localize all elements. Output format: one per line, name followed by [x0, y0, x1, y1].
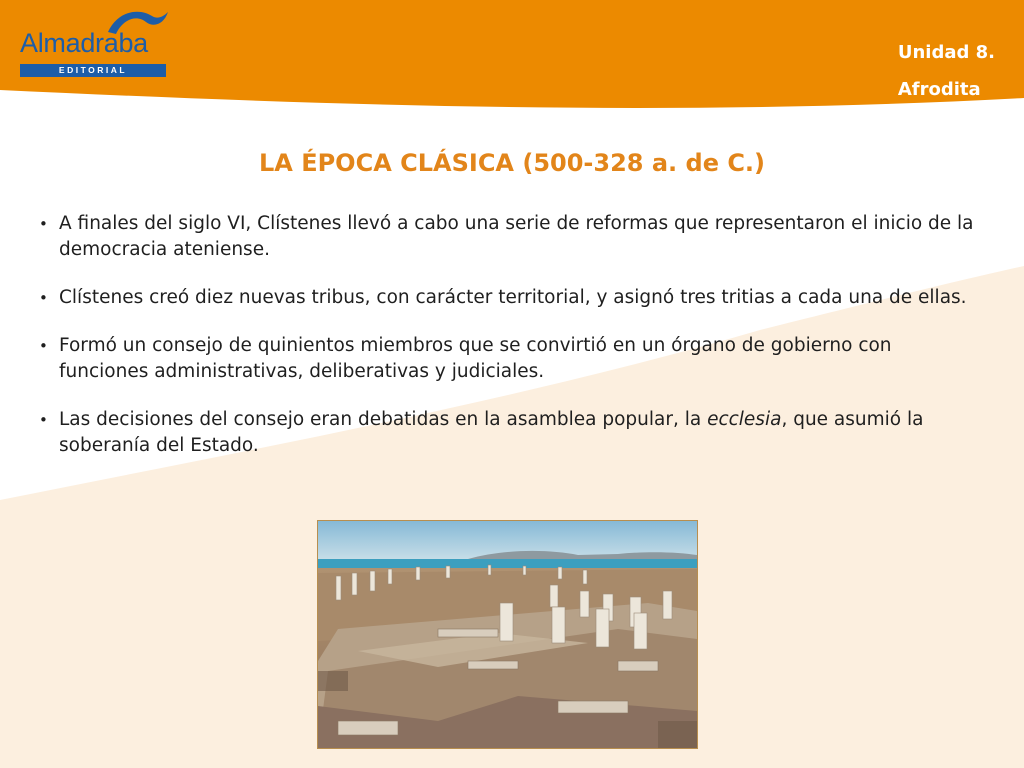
bullet-item: [36, 285, 981, 311]
photo-ruins-icon: [318, 521, 697, 748]
bullet-list: [36, 211, 981, 481]
unit-number: Unidad 8.: [897, 42, 995, 63]
bullet-item: [36, 333, 981, 385]
bullet-item: [36, 407, 981, 459]
bullet-icon: •: [39, 337, 48, 355]
bullet-icon: •: [39, 289, 48, 307]
almadraba-logo: [18, 6, 170, 80]
slide-title: LA ÉPOCA CLÁSICA (500-328 a. de C.): [258, 149, 766, 177]
bullet-icon: •: [39, 215, 48, 233]
ruins-photo: [317, 520, 698, 749]
bullet-emphasis: ecclesia: [707, 409, 782, 430]
unit-name: Afrodita: [897, 79, 981, 100]
logo-brand: Almadraba: [20, 28, 148, 58]
bullet-text-after: , que asumió la soberanía del Estado.: [59, 409, 924, 456]
bullet-text: Clístenes creó diez nuevas tribus, con carácter territorial, y asignó tres tritias a cada una de ellas.: [59, 287, 967, 308]
bullet-icon: •: [39, 411, 48, 429]
logo-tagline: EDITORIAL: [20, 64, 166, 77]
unit-heading: [898, 34, 995, 108]
bullet-text: Formó un consejo de quinientos miembros que se convirtió en un órgano de gobierno con funciones administrativas, deliberativas y judiciales.: [59, 335, 892, 382]
bullet-text-before: Las decisiones del consejo eran debatidas en la asamblea popular, la: [59, 409, 708, 430]
bullet-text: A finales del siglo VI, Clístenes llevó a cabo una serie de reformas que representaron el inicio de la democracia ateniense.: [59, 213, 974, 260]
bullet-item: [36, 211, 981, 263]
